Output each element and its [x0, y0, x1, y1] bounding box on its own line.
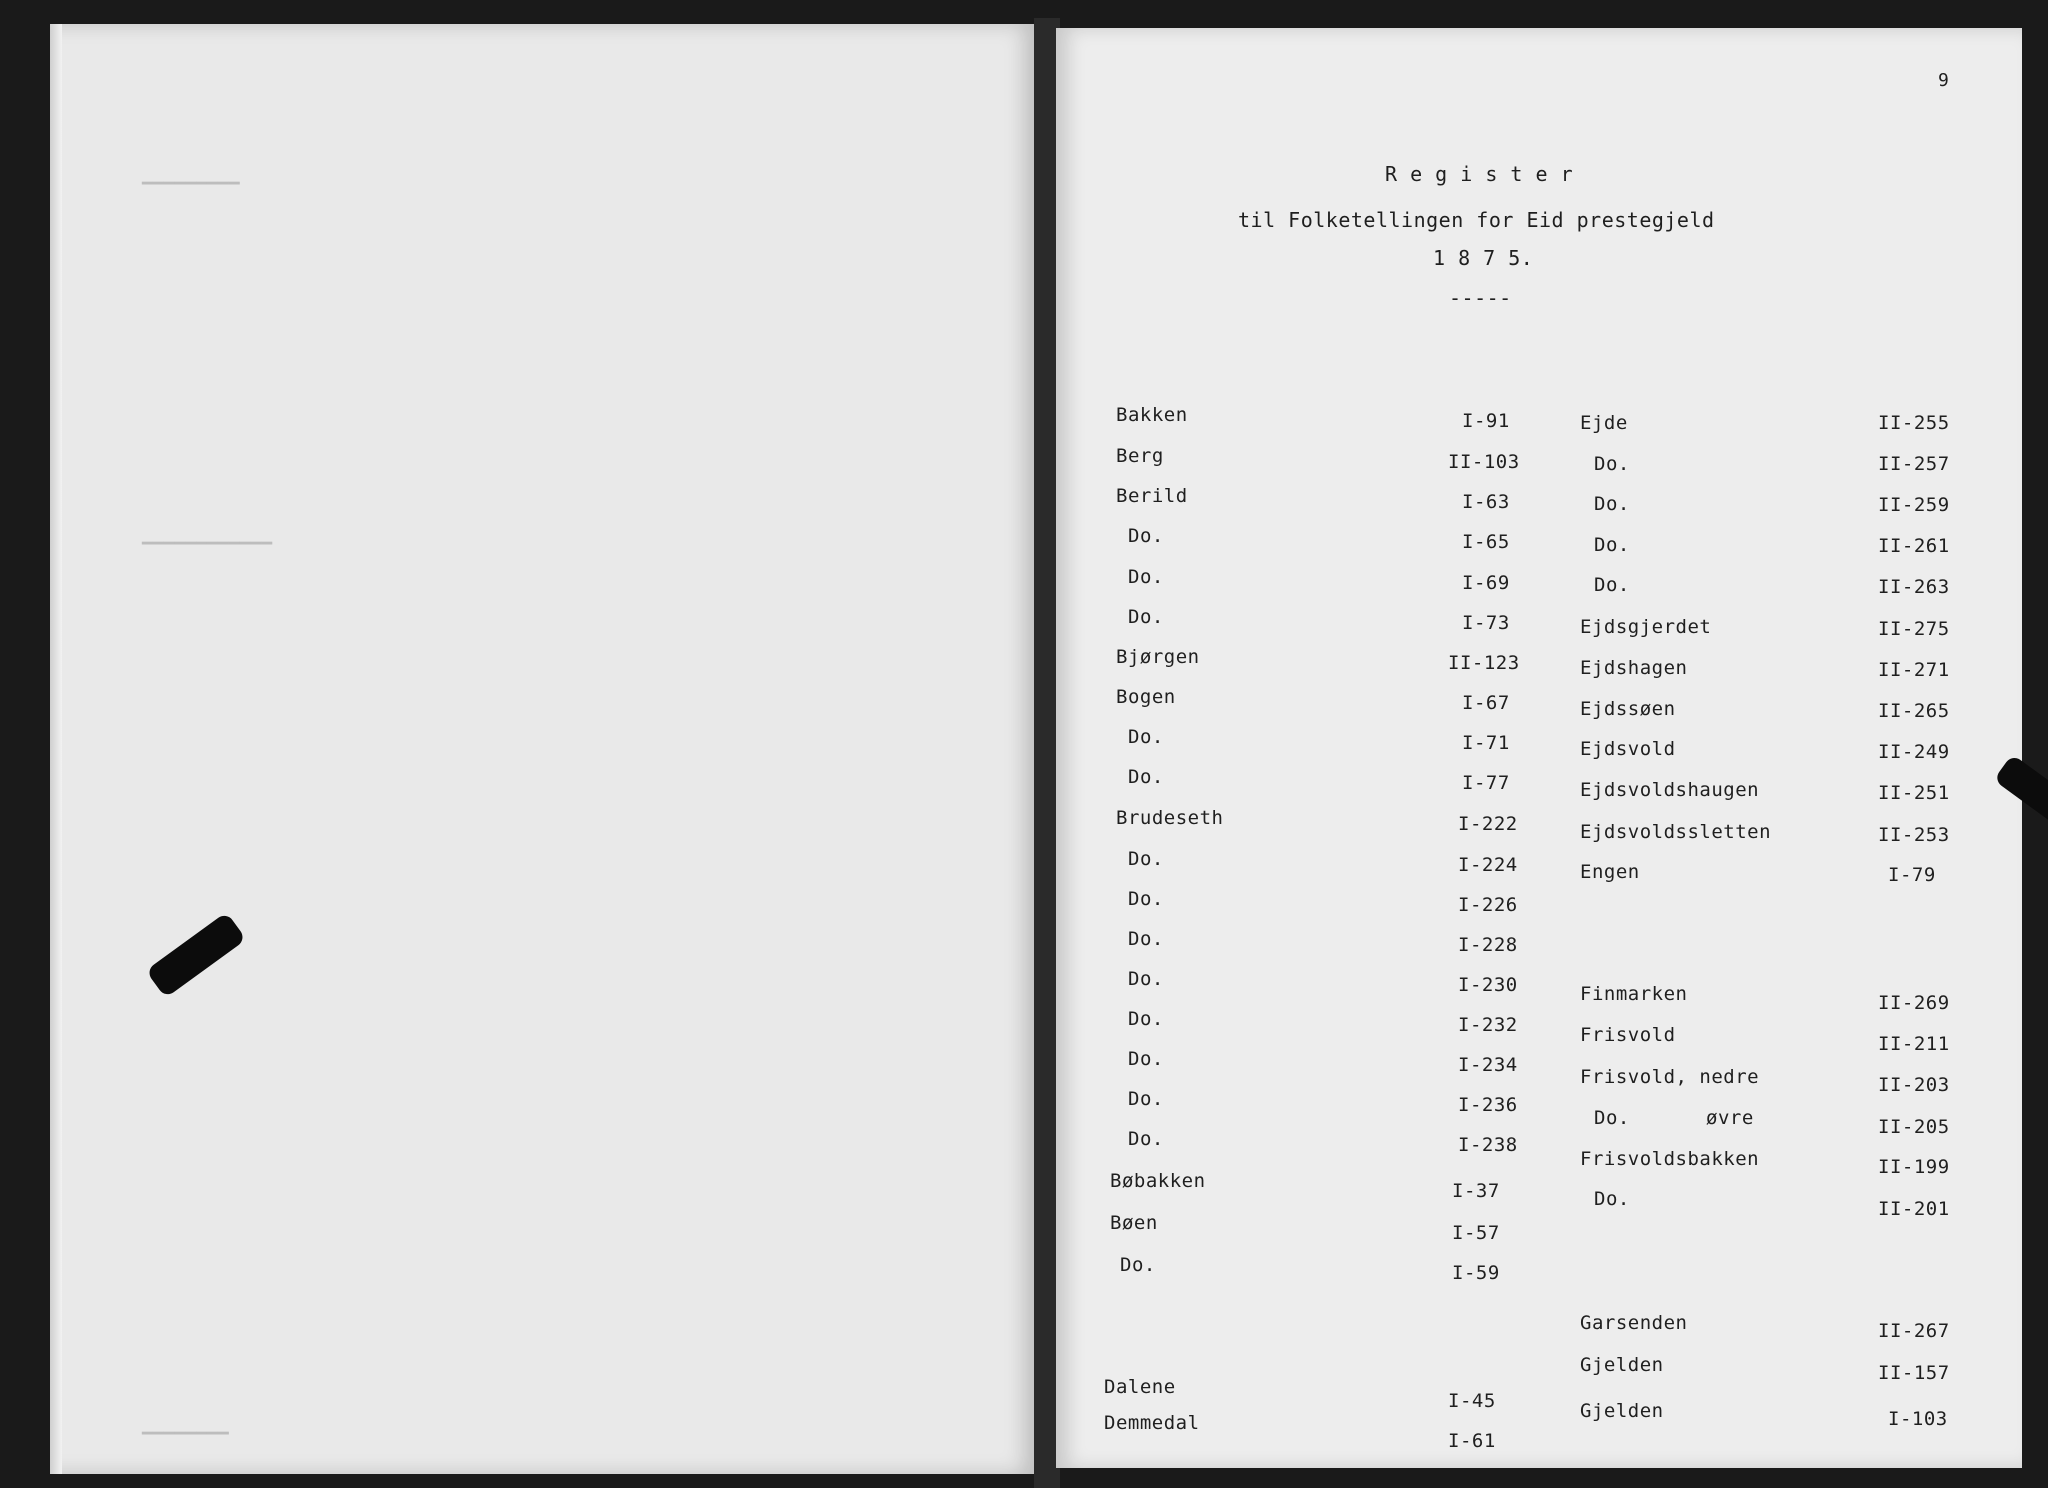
- farm-name: Frisvold, nedre: [1580, 1066, 1760, 1088]
- volume-page-ref: II-257: [1878, 453, 1950, 475]
- volume-page-ref: I-232: [1458, 1014, 1518, 1036]
- volume-page-ref: II-205: [1878, 1116, 1950, 1138]
- volume-page-ref: I-224: [1458, 854, 1518, 876]
- volume-page-ref: II-249: [1878, 741, 1950, 763]
- farm-name: Ejdssøen: [1580, 698, 1676, 720]
- farm-name: Ejde: [1580, 412, 1628, 434]
- farm-name: Do.: [1128, 1128, 1164, 1150]
- farm-name: Finmarken: [1580, 983, 1688, 1005]
- volume-page-ref: I-73: [1462, 612, 1510, 634]
- farm-name: Gjelden: [1580, 1354, 1664, 1376]
- volume-page-ref: II-267: [1878, 1320, 1950, 1342]
- farm-name: Berild: [1116, 485, 1188, 507]
- farm-qualifier: øvre: [1706, 1107, 1754, 1129]
- volume-page-ref: II-123: [1448, 652, 1520, 674]
- volume-page-ref: II-255: [1878, 412, 1950, 434]
- farm-name: Bøen: [1110, 1212, 1158, 1234]
- volume-page-ref: I-228: [1458, 934, 1518, 956]
- volume-page-ref: I-234: [1458, 1054, 1518, 1076]
- volume-page-ref: I-91: [1462, 410, 1510, 432]
- volume-page-ref: II-203: [1878, 1074, 1950, 1096]
- volume-page-ref: II-251: [1878, 782, 1950, 804]
- farm-name: Bakken: [1116, 404, 1188, 426]
- farm-name: Do.: [1128, 566, 1164, 588]
- volume-page-ref: I-226: [1458, 894, 1518, 916]
- farm-name: Frisvoldsbakken: [1580, 1148, 1760, 1170]
- farm-name: Berg: [1116, 445, 1164, 467]
- farm-name: Ejdsvold: [1580, 738, 1676, 760]
- farm-name: Engen: [1580, 861, 1640, 883]
- bleed-through: ▁▁▁▁▁▁▁▁: [142, 1414, 229, 1435]
- farm-name: Bjørgen: [1116, 646, 1200, 668]
- volume-page-ref: II-271: [1878, 659, 1950, 681]
- volume-page-ref: I-69: [1462, 572, 1510, 594]
- register-title: R e g i s t e r: [1385, 162, 1574, 186]
- volume-page-ref: II-261: [1878, 535, 1950, 557]
- farm-name: Bøbakken: [1110, 1170, 1206, 1192]
- volume-page-ref: I-37: [1452, 1180, 1500, 1202]
- farm-name: Do.: [1128, 766, 1164, 788]
- bleed-through: ▁▁▁▁▁▁▁▁▁▁▁▁: [142, 524, 273, 545]
- farm-name: Do.: [1128, 726, 1164, 748]
- volume-page-ref: II-157: [1878, 1362, 1950, 1384]
- volume-page-ref: I-77: [1462, 772, 1510, 794]
- farm-name: Do.: [1594, 453, 1630, 475]
- farm-name: Do.: [1128, 928, 1164, 950]
- volume-page-ref: I-236: [1458, 1094, 1518, 1116]
- farm-name: Demmedal: [1104, 1412, 1200, 1434]
- farm-name: Do.: [1120, 1254, 1156, 1276]
- farm-name: Do.: [1594, 1188, 1630, 1210]
- farm-name: Garsenden: [1580, 1312, 1688, 1334]
- volume-page-ref: I-71: [1462, 732, 1510, 754]
- volume-page-ref: II-263: [1878, 576, 1950, 598]
- farm-name: Bogen: [1116, 686, 1176, 708]
- volume-page-ref: II-199: [1878, 1156, 1950, 1178]
- volume-page-ref: II-265: [1878, 700, 1950, 722]
- farm-name: Do.: [1128, 888, 1164, 910]
- open-ledger: [22, 10, 2022, 1470]
- farm-name: Do.: [1128, 1008, 1164, 1030]
- volume-page-ref: II-103: [1448, 451, 1520, 473]
- volume-page-ref: I-103: [1888, 1408, 1948, 1430]
- farm-name: Ejdshagen: [1580, 657, 1688, 679]
- farm-name: Do.: [1594, 1107, 1630, 1129]
- volume-page-ref: I-57: [1452, 1222, 1500, 1244]
- farm-name: Frisvold: [1580, 1024, 1676, 1046]
- farm-name: Do.: [1128, 1048, 1164, 1070]
- farm-name: Ejdsvoldshaugen: [1580, 779, 1760, 801]
- farm-name: Dalene: [1104, 1376, 1176, 1398]
- volume-page-ref: I-238: [1458, 1134, 1518, 1156]
- bleed-through: ▁▁▁▁▁▁▁▁▁: [142, 164, 240, 185]
- register-year: 1 8 7 5.: [1433, 246, 1534, 270]
- volume-page-ref: II-211: [1878, 1033, 1950, 1055]
- volume-page-ref: II-201: [1878, 1198, 1950, 1220]
- volume-page-ref: I-222: [1458, 813, 1518, 835]
- volume-page-ref: I-230: [1458, 974, 1518, 996]
- farm-name: Do.: [1594, 493, 1630, 515]
- volume-page-ref: I-59: [1452, 1262, 1500, 1284]
- farm-name: Do.: [1128, 525, 1164, 547]
- farm-name: Do.: [1128, 606, 1164, 628]
- volume-page-ref: I-65: [1462, 531, 1510, 553]
- volume-page-ref: II-253: [1878, 824, 1950, 846]
- page-number: 9: [1938, 70, 1950, 91]
- farm-name: Do.: [1594, 534, 1630, 556]
- volume-page-ref: I-45: [1448, 1390, 1496, 1412]
- page-edge: [50, 24, 62, 1474]
- header-rule: -----: [1449, 286, 1512, 310]
- volume-page-ref: II-269: [1878, 992, 1950, 1014]
- register-subtitle: til Folketellingen for Eid prestegjeld: [1238, 208, 1715, 232]
- farm-name: Ejdsgjerdet: [1580, 616, 1712, 638]
- left-page: [50, 24, 1038, 1474]
- farm-name: Do.: [1128, 1088, 1164, 1110]
- volume-page-ref: I-63: [1462, 491, 1510, 513]
- farm-name: Ejdsvoldssletten: [1580, 821, 1772, 843]
- farm-name: Brudeseth: [1116, 807, 1224, 829]
- farm-name: Gjelden: [1580, 1400, 1664, 1422]
- farm-name: Do.: [1594, 574, 1630, 596]
- volume-page-ref: II-259: [1878, 494, 1950, 516]
- farm-name: Do.: [1128, 848, 1164, 870]
- volume-page-ref: I-67: [1462, 692, 1510, 714]
- volume-page-ref: II-275: [1878, 618, 1950, 640]
- volume-page-ref: I-61: [1448, 1430, 1496, 1452]
- farm-name: Do.: [1128, 968, 1164, 990]
- volume-page-ref: I-79: [1888, 864, 1936, 886]
